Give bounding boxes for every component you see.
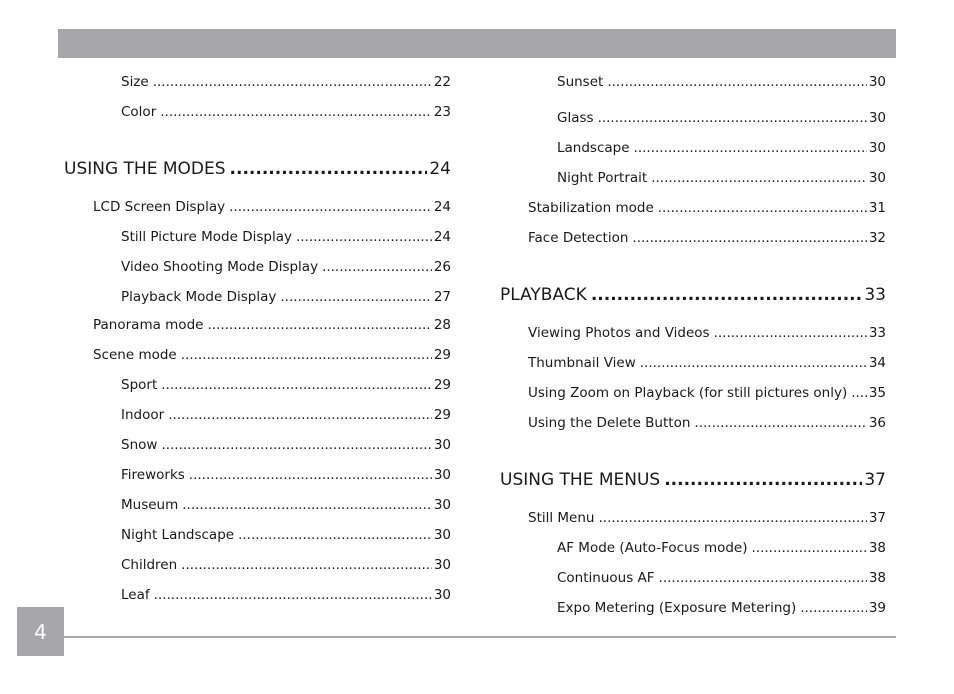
leader-dots <box>153 73 432 91</box>
leader-dots <box>161 376 432 394</box>
toc-section-heading[interactable] <box>500 284 886 306</box>
toc-entry-title: Playback Mode Display <box>121 289 277 305</box>
toc-entry-page: 30 <box>868 170 886 186</box>
toc-entry-page: 24 <box>433 199 451 215</box>
leader-dots <box>229 198 432 216</box>
header-bar <box>58 29 896 58</box>
toc-entry-title: Glass <box>557 110 594 126</box>
toc-entry-title: LCD Screen Display <box>93 199 226 215</box>
toc-entry-page: 30 <box>433 557 451 573</box>
toc-entry-title: Video Shooting Mode Display <box>121 259 319 275</box>
toc-entry-page: 30 <box>868 140 886 156</box>
toc-entry[interactable] <box>93 346 451 364</box>
toc-entry-page: 26 <box>433 259 451 275</box>
toc-entry-title: Panorama mode <box>93 317 204 333</box>
leader-dots <box>168 406 432 424</box>
leader-dots <box>160 103 432 121</box>
leader-dots <box>591 284 863 306</box>
leader-dots <box>752 539 867 557</box>
leader-dots <box>189 466 432 484</box>
toc-entry-page: 29 <box>433 407 451 423</box>
toc-entry-page: 37 <box>864 470 886 490</box>
toc-entry-title: Scene mode <box>93 347 177 363</box>
toc-entry[interactable] <box>557 109 886 127</box>
toc-entry-page: 31 <box>868 200 886 216</box>
toc-entry-page: 37 <box>868 510 886 526</box>
toc-entry-page: 30 <box>433 587 451 603</box>
toc-entry[interactable] <box>557 73 886 91</box>
toc-entry-page: 27 <box>433 289 451 305</box>
leader-dots <box>322 258 432 276</box>
toc-entry[interactable] <box>121 586 451 604</box>
toc-entry-title: USING THE MENUS <box>500 470 661 490</box>
toc-entry-page: 38 <box>868 570 886 586</box>
toc-entry-title: Leaf <box>121 587 150 603</box>
toc-entry-page: 24 <box>429 159 451 179</box>
toc-entry-title: Using Zoom on Playback (for still pictures only) <box>528 385 848 401</box>
toc-entry-page: 30 <box>433 437 451 453</box>
toc-entry-page: 24 <box>433 229 451 245</box>
toc-entry[interactable] <box>557 539 886 557</box>
toc-entry-page: 30 <box>433 467 451 483</box>
leader-dots <box>207 316 431 334</box>
toc-entry-page: 35 <box>868 385 886 401</box>
toc-entry[interactable] <box>121 73 451 91</box>
toc-entry-page: 33 <box>868 325 886 341</box>
toc-entry-title: Landscape <box>557 140 630 156</box>
leader-dots <box>238 526 432 544</box>
toc-entry[interactable] <box>557 569 886 587</box>
toc-entry[interactable] <box>121 103 451 121</box>
toc-entry[interactable] <box>528 199 886 217</box>
footer-rule <box>64 636 896 638</box>
toc-entry-title: Still Picture Mode Display <box>121 229 292 245</box>
toc-entry-title: Fireworks <box>121 467 185 483</box>
toc-entry[interactable] <box>121 496 451 514</box>
leader-dots <box>182 496 432 514</box>
toc-entry-title: Sport <box>121 377 158 393</box>
toc-entry[interactable] <box>121 436 451 454</box>
leader-dots <box>694 414 866 432</box>
leader-dots <box>640 354 867 372</box>
page-number: 4 <box>17 607 64 656</box>
toc-entry[interactable] <box>528 384 886 402</box>
toc-entry-page: 23 <box>433 104 451 120</box>
leader-dots <box>634 139 867 157</box>
toc-entry-title: AF Mode (Auto-Focus mode) <box>557 540 748 556</box>
leader-dots <box>161 436 431 454</box>
toc-entry-title: PLAYBACK <box>500 285 587 305</box>
toc-entry[interactable] <box>528 509 886 527</box>
toc-entry[interactable] <box>121 258 451 276</box>
toc-entry-page: 38 <box>868 540 886 556</box>
toc-entry[interactable] <box>121 288 451 306</box>
leader-dots <box>714 324 867 342</box>
toc-entry[interactable] <box>528 324 886 342</box>
toc-section-heading[interactable] <box>64 158 451 180</box>
leader-dots <box>632 229 866 247</box>
toc-entry-title: Expo Metering (Exposure Metering) <box>557 600 797 616</box>
toc-entry-page: 33 <box>864 285 886 305</box>
toc-entry-title: Color <box>121 104 157 120</box>
toc-entry-title: Children <box>121 557 178 573</box>
toc-entry-page: 30 <box>868 74 886 90</box>
toc-entry-title: Night Landscape <box>121 527 235 543</box>
toc-entry[interactable] <box>93 316 451 334</box>
leader-dots <box>598 109 867 127</box>
leader-dots <box>658 199 867 217</box>
toc-entry-title: Viewing Photos and Videos <box>528 325 710 341</box>
toc-entry-title: Still Menu <box>528 510 595 526</box>
leader-dots <box>296 228 432 246</box>
leader-dots <box>598 509 866 527</box>
toc-entry[interactable] <box>121 228 451 246</box>
toc-entry-title: Indoor <box>121 407 165 423</box>
leader-dots <box>800 599 867 617</box>
toc-entry[interactable] <box>528 354 886 372</box>
leader-dots <box>659 569 867 587</box>
toc-entry-page: 34 <box>868 355 886 371</box>
toc-entry-page: 29 <box>433 347 451 363</box>
toc-entry[interactable] <box>557 139 886 157</box>
leader-dots <box>851 384 867 402</box>
toc-entry[interactable] <box>121 556 451 574</box>
leader-dots <box>181 556 432 574</box>
toc-entry-page: 32 <box>868 230 886 246</box>
toc-entry-page: 22 <box>433 74 451 90</box>
leader-dots <box>607 73 866 91</box>
toc-entry-page: 30 <box>433 527 451 543</box>
toc-entry-title: Sunset <box>557 74 604 90</box>
leader-dots <box>230 158 428 180</box>
toc-entry-page: 36 <box>868 415 886 431</box>
toc-entry[interactable] <box>93 198 451 216</box>
toc-entry-title: Museum <box>121 497 179 513</box>
toc-entry[interactable] <box>557 169 886 187</box>
toc-entry-title: Night Portrait <box>557 170 648 186</box>
toc-entry-title: Continuous AF <box>557 570 655 586</box>
toc-entry-title: Size <box>121 74 149 90</box>
toc-entry[interactable] <box>121 526 451 544</box>
leader-dots <box>664 469 862 491</box>
toc-entry-title: Face Detection <box>528 230 629 246</box>
toc-entry[interactable] <box>528 229 886 247</box>
toc-entry[interactable] <box>121 406 451 424</box>
toc-entry-title: Stabilization mode <box>528 200 654 216</box>
toc-entry-title: Thumbnail View <box>528 355 636 371</box>
toc-entry-title: Snow <box>121 437 158 453</box>
toc-entry[interactable] <box>528 414 886 432</box>
toc-entry-page: 29 <box>433 377 451 393</box>
toc-section-heading[interactable] <box>500 469 886 491</box>
toc-entry[interactable] <box>121 466 451 484</box>
toc-entry-page: 39 <box>868 600 886 616</box>
toc-entry-title: USING THE MODES <box>64 159 226 179</box>
toc-entry[interactable] <box>121 376 451 394</box>
toc-entry[interactable] <box>557 599 886 617</box>
leader-dots <box>181 346 432 364</box>
toc-entry-page: 30 <box>433 497 451 513</box>
toc-entry-page: 28 <box>433 317 451 333</box>
toc-entry-title: Using the Delete Button <box>528 415 691 431</box>
toc-entry-page: 30 <box>868 110 886 126</box>
leader-dots <box>651 169 867 187</box>
leader-dots <box>280 288 431 306</box>
leader-dots <box>154 586 432 604</box>
